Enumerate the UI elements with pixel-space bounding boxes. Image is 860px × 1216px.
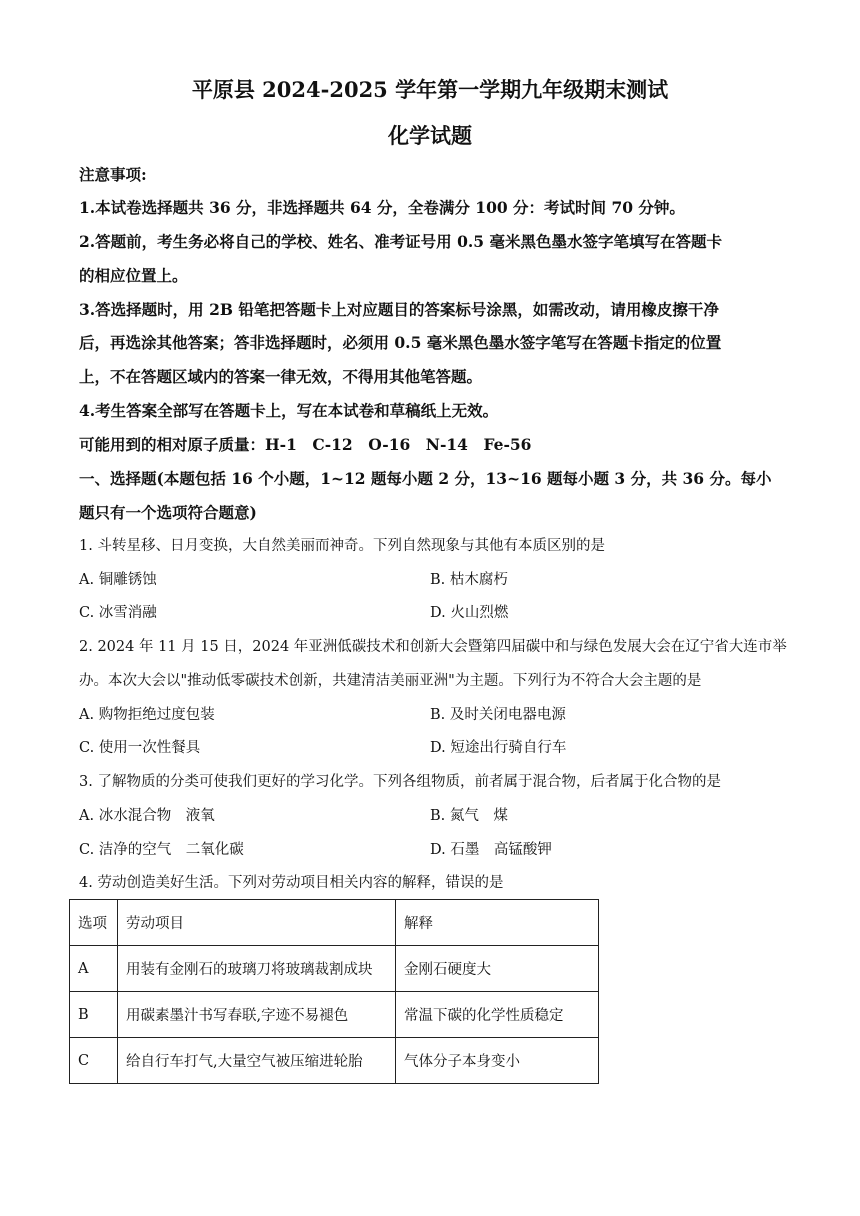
notice-line: 的相应位置上。 — [79, 266, 188, 285]
table-cell: C — [70, 1038, 118, 1084]
option-c: C. 冰雪消融 — [79, 605, 157, 621]
table-cell: B — [70, 992, 118, 1038]
table-header-row — [70, 900, 599, 946]
option-d: D. 短途出行骑自行车 — [430, 740, 567, 756]
question-stem: 3. 了解物质的分类可使我们更好的学习化学。下列各组物质，前者属于混合物，后者属于化合物的是 — [79, 774, 721, 790]
option-b: B. 枯木腐朽 — [430, 572, 508, 588]
notice-line: 4.考生答案全部写在答题卡上，写在本试卷和草稿纸上无效。 — [79, 401, 499, 420]
table-cell: 气体分子本身变小 — [396, 1038, 599, 1084]
table-cell: 金刚石硬度大 — [396, 946, 599, 992]
table-header-cell: 选项 — [70, 900, 118, 946]
table-cell: 常温下碳的化学性质稳定 — [396, 992, 599, 1038]
table-cell: 给自行车打气,大量空气被压缩进轮胎 — [118, 1038, 396, 1084]
exam-title: 平原县 2024-2025 学年第一学期九年级期末测试 — [191, 77, 669, 102]
table-row — [70, 992, 599, 1038]
table-header-cell: 解释 — [396, 900, 599, 946]
exam-subtitle: 化学试题 — [388, 123, 472, 148]
table-cell: 用装有金刚石的玻璃刀将玻璃裁割成块 — [118, 946, 396, 992]
option-b: B. 氮气 煤 — [430, 808, 508, 824]
question-stem: 4. 劳动创造美好生活。下列对劳动项目相关内容的解释，错误的是 — [79, 875, 504, 891]
option-a: A. 冰水混合物 液氧 — [79, 808, 215, 824]
table-row — [70, 946, 599, 992]
option-b: B. 及时关闭电器电源 — [430, 707, 566, 723]
table-header-cell: 劳动项目 — [118, 900, 396, 946]
option-d: D. 火山烈燃 — [430, 605, 509, 621]
option-c: C. 洁净的空气 二氧化碳 — [79, 842, 244, 858]
atomic-mass-line: 可能用到的相对原子质量：H-1 C-12 O-16 N-14 Fe-56 — [79, 435, 532, 454]
table-row — [70, 1038, 599, 1084]
question-stem: 1. 斗转星移、日月变换，大自然美丽而神奇。下列自然现象与其他有本质区别的是 — [79, 538, 605, 554]
option-a: A. 铜雕锈蚀 — [79, 572, 157, 588]
notice-line: 后，再选涂其他答案；答非选择题时，必须用 0.5 毫米黑色墨水签字笔写在答题卡指定的位置 — [79, 333, 722, 352]
table-cell: A — [70, 946, 118, 992]
section-heading: 题只有一个选项符合题意) — [79, 503, 257, 522]
option-d: D. 石墨 高锰酸钾 — [430, 842, 552, 858]
option-c: C. 使用一次性餐具 — [79, 740, 201, 756]
table-cell: 用碳素墨汁书写春联,字迹不易褪色 — [118, 992, 396, 1038]
labor-table — [69, 899, 599, 1084]
question-stem: 2. 2024 年 11 月 15 日，2024 年亚洲低碳技术和创新大会暨第四届碳中和与绿色发展大会在辽宁省大连市举 — [79, 639, 787, 655]
notice-line: 2.答题前，考生务必将自己的学校、姓名、准考证号用 0.5 毫米黑色墨水签字笔填写在答题卡 — [79, 232, 722, 251]
notice-line: 3.答选择题时，用 2B 铅笔把答题卡上对应题目的答案标号涂黑，如需改动，请用橡皮擦干净 — [79, 300, 719, 319]
question-stem: 办。本次大会以"推动低零碳技术创新，共建清洁美丽亚洲"为主题。下列行为不符合大会主题的是 — [79, 673, 702, 689]
notice-line: 1.本试卷选择题共 36 分，非选择题共 64 分，全卷满分 100 分：考试时间 70 分钟。 — [79, 198, 685, 217]
notice-line: 上，不在答题区域内的答案一律无效，不得用其他笔答题。 — [79, 367, 483, 386]
section-heading: 一、选择题(本题包括 16 个小题，1~12 题每小题 2 分，13~16 题每小题 3 分，共 36 分。每小 — [79, 469, 772, 488]
notice-heading: 注意事项: — [79, 165, 147, 184]
option-a: A. 购物拒绝过度包装 — [79, 707, 215, 723]
